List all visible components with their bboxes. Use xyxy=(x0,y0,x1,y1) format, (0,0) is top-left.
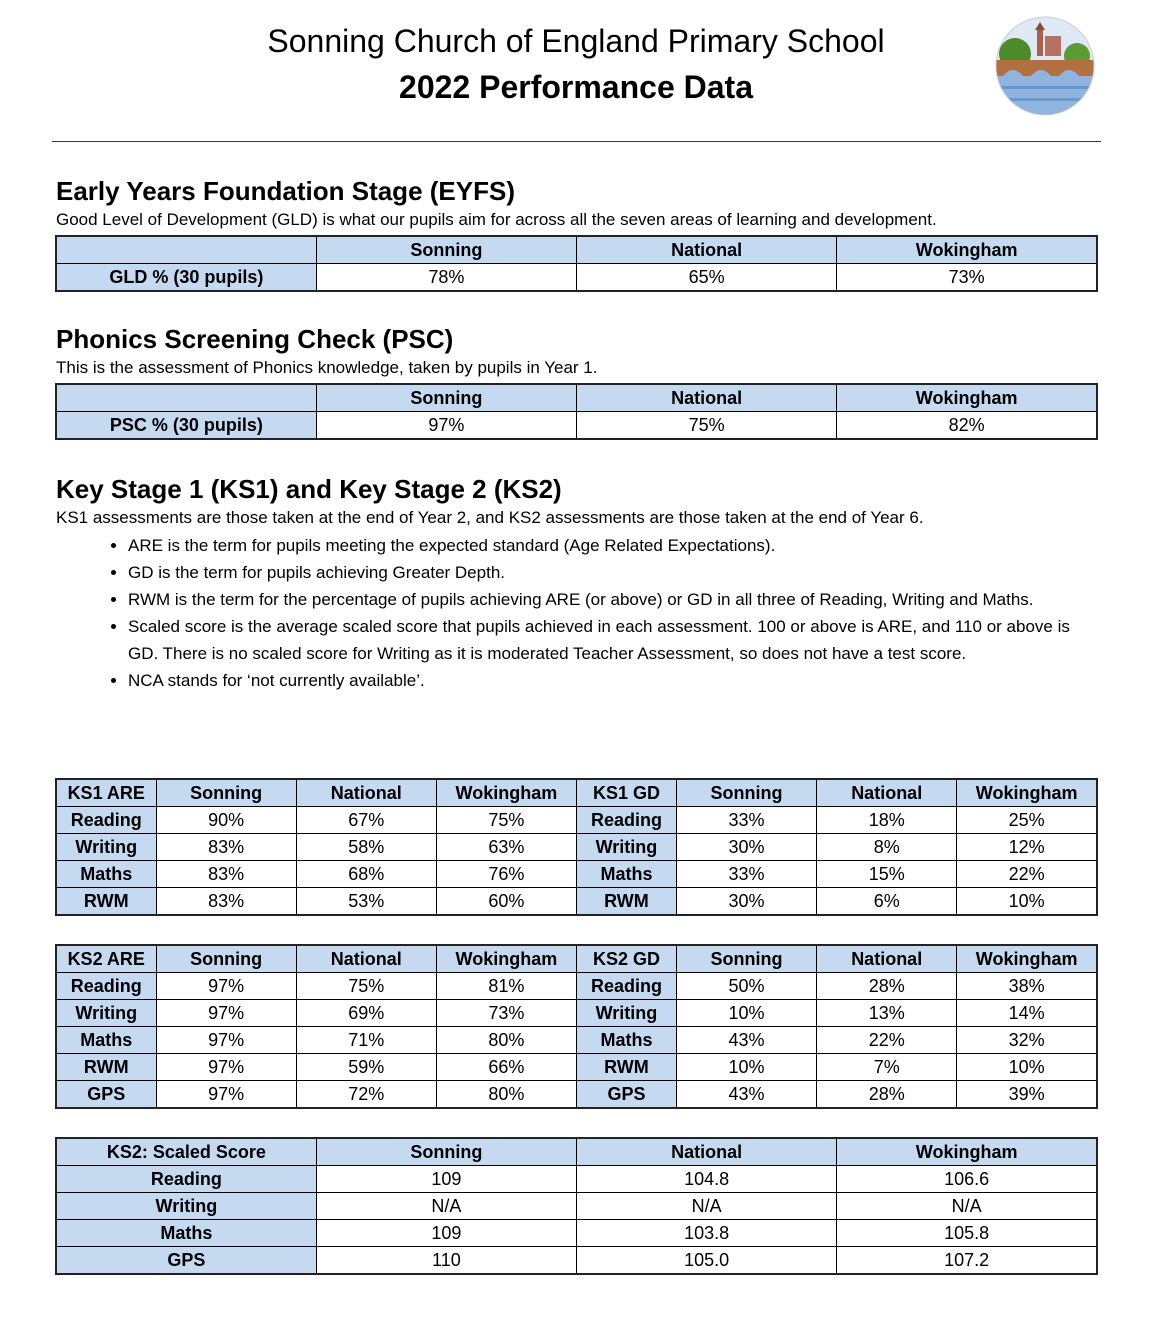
table-header xyxy=(56,384,316,412)
table-header: Sonning xyxy=(676,945,816,973)
table-cell: 25% xyxy=(957,807,1097,834)
table-cell: 38% xyxy=(957,973,1097,1000)
table-row xyxy=(56,1027,1097,1054)
table-header-row xyxy=(56,779,1097,807)
table-cell: 105.8 xyxy=(837,1220,1097,1247)
table-cell: 18% xyxy=(817,807,957,834)
table-row xyxy=(56,888,1097,916)
table-cell: 28% xyxy=(817,1081,957,1109)
psc-section xyxy=(56,322,1101,380)
table-header: National xyxy=(817,779,957,807)
row-label: GPS xyxy=(56,1247,316,1275)
row-label: RWM xyxy=(576,1054,676,1081)
table-cell: 104.8 xyxy=(577,1166,837,1193)
row-label: Reading xyxy=(56,973,156,1000)
table-row xyxy=(56,264,1097,292)
table-cell: 32% xyxy=(957,1027,1097,1054)
table-cell: 12% xyxy=(957,834,1097,861)
row-label: Writing xyxy=(576,1000,676,1027)
table-cell: 58% xyxy=(296,834,436,861)
table-row xyxy=(56,1054,1097,1081)
row-label: Maths xyxy=(56,861,156,888)
table-header: Sonning xyxy=(676,779,816,807)
table-header: Wokingham xyxy=(436,945,576,973)
table-row xyxy=(56,1081,1097,1109)
table-cell: 97% xyxy=(316,412,576,440)
table-cell: 10% xyxy=(957,888,1097,916)
table-row xyxy=(56,807,1097,834)
table-cell: 97% xyxy=(156,1081,296,1109)
table-cell: 71% xyxy=(296,1027,436,1054)
table-header: Wokingham xyxy=(957,779,1097,807)
table-cell: 15% xyxy=(817,861,957,888)
table-row xyxy=(56,834,1097,861)
row-label: Reading xyxy=(56,1166,316,1193)
psc-description: This is the assessment of Phonics knowledge, taken by pupils in Year 1. xyxy=(56,358,598,377)
table-cell: 68% xyxy=(296,861,436,888)
row-label: Writing xyxy=(56,1000,156,1027)
table-header: KS2 ARE xyxy=(56,945,156,973)
definitions-list xyxy=(56,532,1101,694)
table-cell: N/A xyxy=(316,1193,576,1220)
table-cell: 43% xyxy=(676,1081,816,1109)
table-cell: 66% xyxy=(436,1054,576,1081)
header-divider xyxy=(52,141,1101,142)
table-cell: 14% xyxy=(957,1000,1097,1027)
table-cell: 76% xyxy=(436,861,576,888)
table-header xyxy=(56,236,316,264)
table-header: Sonning xyxy=(316,236,576,264)
table-header-row xyxy=(56,236,1097,264)
list-item: • NCA stands for ‘not currently available’. xyxy=(128,667,1101,694)
table-cell: 8% xyxy=(817,834,957,861)
row-label: GLD % (30 pupils) xyxy=(56,264,316,292)
row-label: Writing xyxy=(56,834,156,861)
table-cell: 63% xyxy=(436,834,576,861)
table-cell: 30% xyxy=(676,834,816,861)
table-cell: 10% xyxy=(676,1000,816,1027)
table-cell: 82% xyxy=(837,412,1097,440)
table-cell: 78% xyxy=(316,264,576,292)
table-cell: 10% xyxy=(957,1054,1097,1081)
table-cell: 109 xyxy=(316,1220,576,1247)
table-header: National xyxy=(577,1138,837,1166)
table-row xyxy=(56,1193,1097,1220)
table-cell: 83% xyxy=(156,888,296,916)
table-header: Wokingham xyxy=(837,384,1097,412)
row-label: RWM xyxy=(56,1054,156,1081)
row-label: GPS xyxy=(576,1081,676,1109)
school-name: Sonning Church of England Primary School xyxy=(267,23,885,59)
table-cell: 73% xyxy=(436,1000,576,1027)
table-header: KS2: Scaled Score xyxy=(56,1138,316,1166)
row-label: GPS xyxy=(56,1081,156,1109)
table-cell: 53% xyxy=(296,888,436,916)
row-label: Reading xyxy=(576,807,676,834)
scaled-score-table xyxy=(55,1137,1098,1275)
table-cell: 33% xyxy=(676,861,816,888)
table-row xyxy=(56,1220,1097,1247)
table-header: Wokingham xyxy=(837,1138,1097,1166)
row-label: RWM xyxy=(576,888,676,916)
table-header: National xyxy=(296,779,436,807)
ks-heading: Key Stage 1 (KS1) and Key Stage 2 (KS2) xyxy=(56,474,562,504)
eyfs-description: Good Level of Development (GLD) is what our pupils aim for across all the seven areas of learning and development. xyxy=(56,210,937,229)
row-label: Maths xyxy=(576,1027,676,1054)
table-row xyxy=(56,1000,1097,1027)
table-header: Wokingham xyxy=(837,236,1097,264)
table-cell: 103.8 xyxy=(577,1220,837,1247)
table-cell: 7% xyxy=(817,1054,957,1081)
list-item: • ARE is the term for pupils meeting the expected standard (Age Related Expectations). xyxy=(128,532,1101,559)
table-cell: 67% xyxy=(296,807,436,834)
table-cell: 6% xyxy=(817,888,957,916)
table-header: KS1 ARE xyxy=(56,779,156,807)
table-cell: 65% xyxy=(577,264,837,292)
table-cell: 97% xyxy=(156,1000,296,1027)
table-header: Sonning xyxy=(316,1138,576,1166)
table-cell: 75% xyxy=(577,412,837,440)
table-cell: 13% xyxy=(817,1000,957,1027)
table-cell: 22% xyxy=(957,861,1097,888)
table-cell: 110 xyxy=(316,1247,576,1275)
table-header: Sonning xyxy=(156,945,296,973)
row-label: Reading xyxy=(56,807,156,834)
table-header: KS2 GD xyxy=(576,945,676,973)
table-cell: 69% xyxy=(296,1000,436,1027)
table-header: National xyxy=(577,236,837,264)
table-cell: 105.0 xyxy=(577,1247,837,1275)
table-header: National xyxy=(577,384,837,412)
table-cell: 97% xyxy=(156,1054,296,1081)
ks-section xyxy=(56,472,1101,694)
list-item: • GD is the term for pupils achieving Greater Depth. xyxy=(128,559,1101,586)
ks-description: KS1 assessments are those taken at the end of Year 2, and KS2 assessments are those taken at the end of Year 6. xyxy=(56,508,924,527)
row-label: Writing xyxy=(576,834,676,861)
table-cell: 39% xyxy=(957,1081,1097,1109)
table-header: Sonning xyxy=(316,384,576,412)
table-row xyxy=(56,412,1097,440)
row-label: Maths xyxy=(576,861,676,888)
table-cell: 59% xyxy=(296,1054,436,1081)
table-header: National xyxy=(296,945,436,973)
table-cell: 107.2 xyxy=(837,1247,1097,1275)
table-cell: 90% xyxy=(156,807,296,834)
row-label: RWM xyxy=(56,888,156,916)
table-cell: 81% xyxy=(436,973,576,1000)
table-cell: 43% xyxy=(676,1027,816,1054)
ks1-table xyxy=(55,778,1098,916)
table-header: KS1 GD xyxy=(576,779,676,807)
list-item: • Scaled score is the average scaled score that pupils achieved in each assessment. 100 or above is ARE, and 110 or above is GD. There is no scaled score for Writing as it is moderated Teacher Assessment, so does not have a test score. xyxy=(128,613,1101,667)
ks2-table xyxy=(55,944,1098,1109)
table-cell: 50% xyxy=(676,973,816,1000)
school-logo xyxy=(995,16,1095,116)
table-cell: 10% xyxy=(676,1054,816,1081)
table-cell: N/A xyxy=(577,1193,837,1220)
table-cell: 72% xyxy=(296,1081,436,1109)
table-header: National xyxy=(817,945,957,973)
table-row xyxy=(56,1166,1097,1193)
eyfs-section xyxy=(56,174,1101,232)
row-label: Maths xyxy=(56,1220,316,1247)
table-header-row xyxy=(56,945,1097,973)
eyfs-table xyxy=(55,235,1098,292)
table-header-row xyxy=(56,1138,1097,1166)
table-row xyxy=(56,1247,1097,1275)
list-item: • RWM is the term for the percentage of pupils achieving ARE (or above) or GD in all three of Reading, Writing and Maths. xyxy=(128,586,1101,613)
table-cell: N/A xyxy=(837,1193,1097,1220)
table-cell: 30% xyxy=(676,888,816,916)
table-cell: 80% xyxy=(436,1081,576,1109)
table-cell: 73% xyxy=(837,264,1097,292)
row-label: Maths xyxy=(56,1027,156,1054)
eyfs-heading: Early Years Foundation Stage (EYFS) xyxy=(56,176,515,206)
psc-heading: Phonics Screening Check (PSC) xyxy=(56,324,454,354)
table-header-row xyxy=(56,384,1097,412)
table-cell: 106.6 xyxy=(837,1166,1097,1193)
table-header: Wokingham xyxy=(957,945,1097,973)
table-cell: 28% xyxy=(817,973,957,1000)
table-cell: 22% xyxy=(817,1027,957,1054)
row-label: Writing xyxy=(56,1193,316,1220)
table-cell: 75% xyxy=(436,807,576,834)
table-row xyxy=(56,861,1097,888)
table-cell: 60% xyxy=(436,888,576,916)
table-cell: 33% xyxy=(676,807,816,834)
table-cell: 83% xyxy=(156,834,296,861)
table-header: Sonning xyxy=(156,779,296,807)
table-header: Wokingham xyxy=(436,779,576,807)
table-cell: 97% xyxy=(156,973,296,1000)
table-cell: 80% xyxy=(436,1027,576,1054)
table-cell: 97% xyxy=(156,1027,296,1054)
table-cell: 109 xyxy=(316,1166,576,1193)
page-header xyxy=(0,18,1152,110)
psc-table xyxy=(55,383,1098,440)
page-title: 2022 Performance Data xyxy=(399,69,753,105)
table-cell: 75% xyxy=(296,973,436,1000)
table-row xyxy=(56,973,1097,1000)
table-cell: 83% xyxy=(156,861,296,888)
row-label: PSC % (30 pupils) xyxy=(56,412,316,440)
row-label: Reading xyxy=(576,973,676,1000)
